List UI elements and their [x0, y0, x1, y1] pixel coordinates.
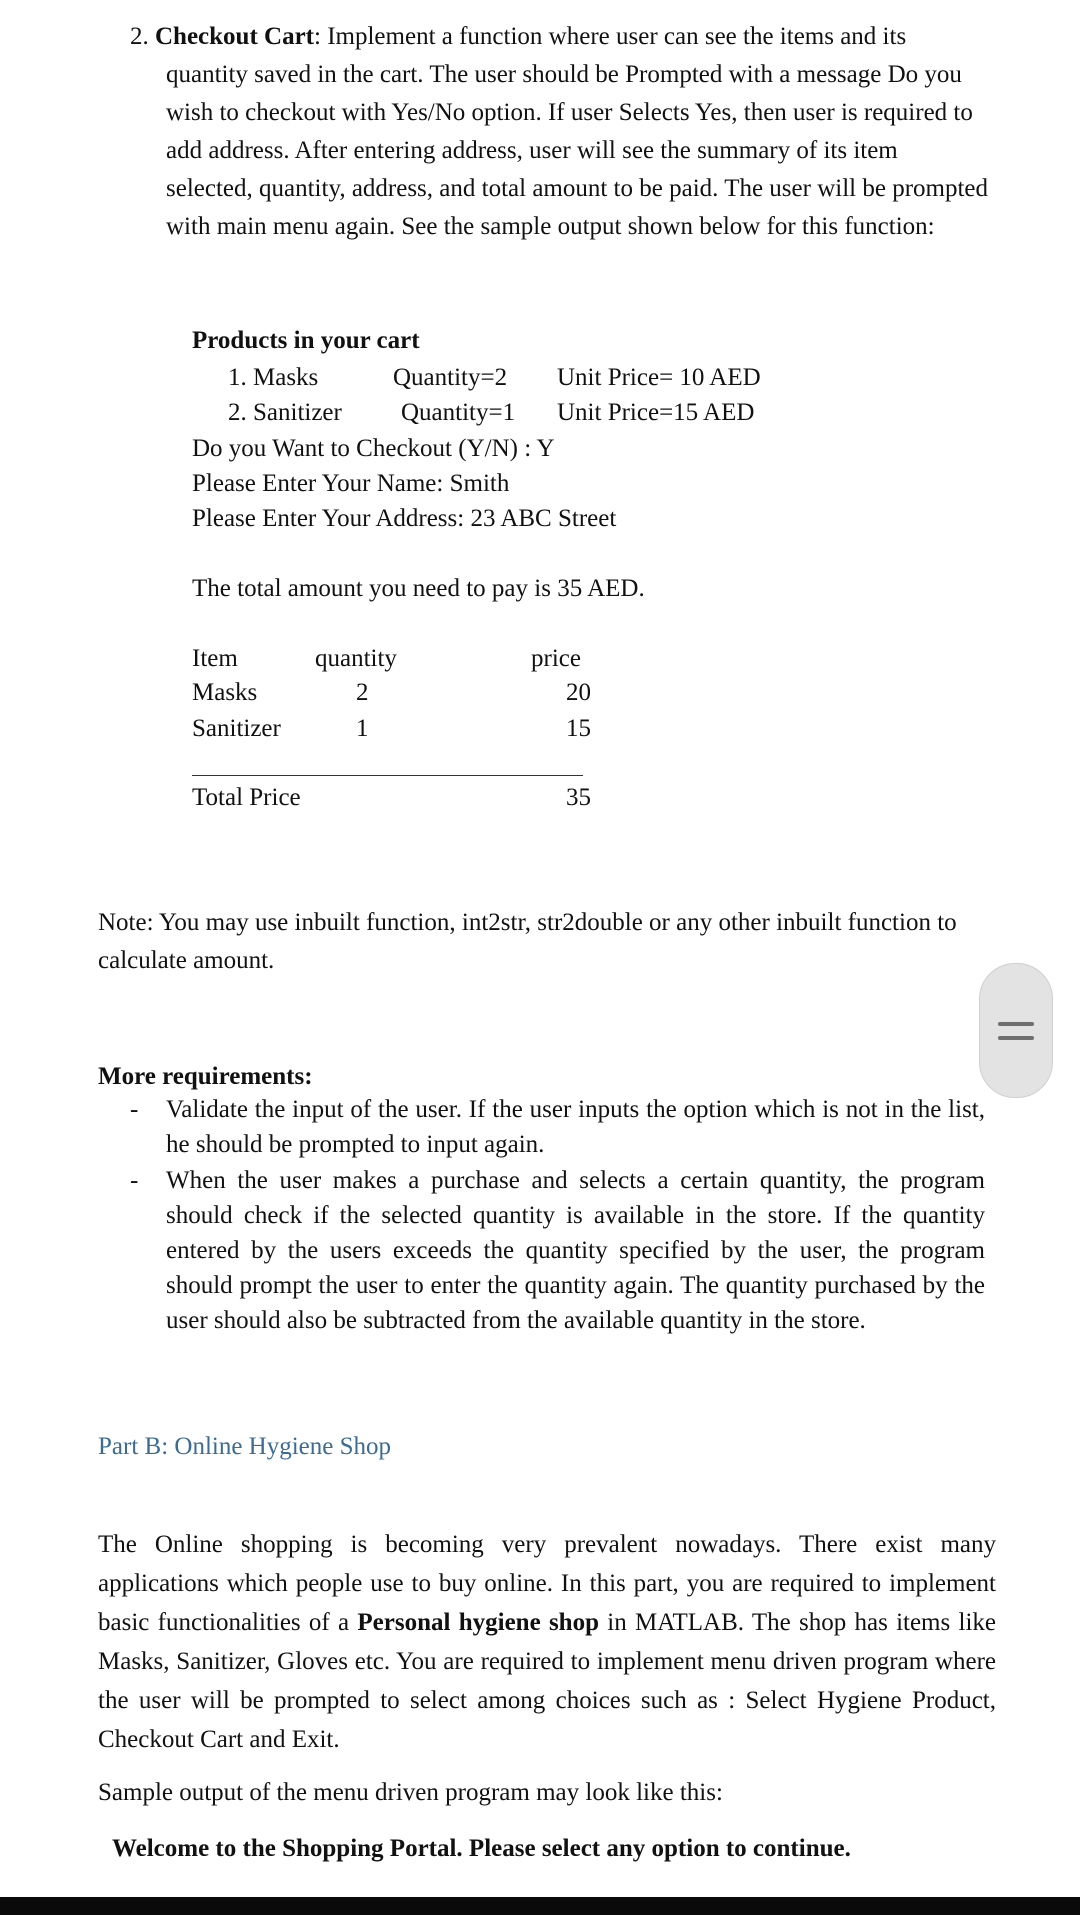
task-text: : Implement a function where user can see the items and its quantity saved in the cart. The user should be Prompted with a message Do you wish to checkout with Yes/No option. If user Selects Yes, then user is required to add address. After entering address, user will see the summary of its item selected, quantity, address, and total amount to be paid. The user will be prompted with main menu again. See the sample output shown below for this function: [166, 23, 989, 240]
sample-intro: Sample output of the menu driven program may look like this: [98, 1779, 723, 1806]
intro-text-end: in MATLAB. The shop has items like Masks, Sanitizer, Gloves etc. You are required to implement menu driven program where the user will be prompted to select among choices such as : Select Hygiene Product, Checkout Cart and Exit. [98, 1609, 996, 1753]
table-row-quantity: 2 [356, 679, 369, 706]
requirement-item [130, 1092, 985, 1162]
table-header-item: Item [192, 645, 238, 672]
name-prompt: Please Enter Your Name: Smith [192, 470, 510, 497]
table-total-label: Total Price [192, 784, 301, 811]
table-row-item: Sanitizer [192, 715, 281, 742]
intro-text-start: The Online shopping is becoming very prevalent nowadays. There exist many applications which people use to buy online. In this part, you are required to implement basic functionalities of a [98, 1531, 996, 1636]
table-divider [192, 775, 583, 776]
cart-item-unit-price: Unit Price= 10 AED [557, 364, 761, 391]
table-row-item: Masks [192, 679, 258, 706]
bottom-edge-bar [0, 1897, 1080, 1915]
welcome-message: Welcome to the Shopping Portal. Please select any option to continue. [112, 1835, 851, 1862]
task-description [130, 18, 990, 246]
part-b-heading: Part B: Online Hygiene Shop [98, 1433, 392, 1460]
table-header-quantity: quantity [315, 645, 397, 672]
requirement-text: When the user makes a purchase and selects a certain quantity, the program should check if the selected quantity is available in the store. If the quantity entered by the users exceeds the quantity specified by the user, the program should prompt the user to enter the quantity again. The quantity purchased by the user should also be subtracted from the available quantity in the store. [166, 1167, 985, 1334]
cart-item-unit-price: Unit Price=15 AED [557, 399, 755, 426]
intro-bold-text: Personal hygiene shop [357, 1609, 599, 1636]
table-row-price: 15 [566, 715, 591, 742]
cart-item-quantity: Quantity=1 [401, 399, 516, 426]
cart-heading: Products in your cart [192, 327, 420, 354]
total-message: The total amount you need to pay is 35 AED. [192, 575, 645, 602]
table-total-value: 35 [566, 784, 591, 811]
task-number: 2. [130, 23, 149, 50]
pause-icon [998, 1022, 1034, 1026]
note-text: Note: You may use inbuilt function, int2str, str2double or any other inbuilt function to calculate amount. [98, 909, 957, 974]
cart-item-quantity: Quantity=2 [393, 364, 508, 391]
more-requirements-title: More requirements: [98, 1063, 313, 1090]
cart-item-name: 2. Sanitizer [228, 399, 342, 426]
table-header-price: price [531, 645, 581, 672]
address-prompt: Please Enter Your Address: 23 ABC Street [192, 505, 617, 532]
requirement-text: Validate the input of the user. If the user inputs the option which is not in the list, he should be prompted to input again. [166, 1096, 985, 1158]
pause-button[interactable] [979, 963, 1053, 1098]
cart-item-name: 1. Masks [228, 364, 319, 391]
table-row-quantity: 1 [356, 715, 369, 742]
requirement-item [130, 1163, 985, 1338]
task-title: Checkout Cart [155, 23, 315, 50]
table-row-price: 20 [566, 679, 591, 706]
bullet-dash: - [130, 1167, 139, 1194]
part-b-intro [98, 1525, 996, 1759]
pause-icon [998, 1036, 1034, 1040]
checkout-prompt: Do you Want to Checkout (Y/N) : Y [192, 435, 555, 462]
bullet-dash: - [130, 1096, 139, 1123]
